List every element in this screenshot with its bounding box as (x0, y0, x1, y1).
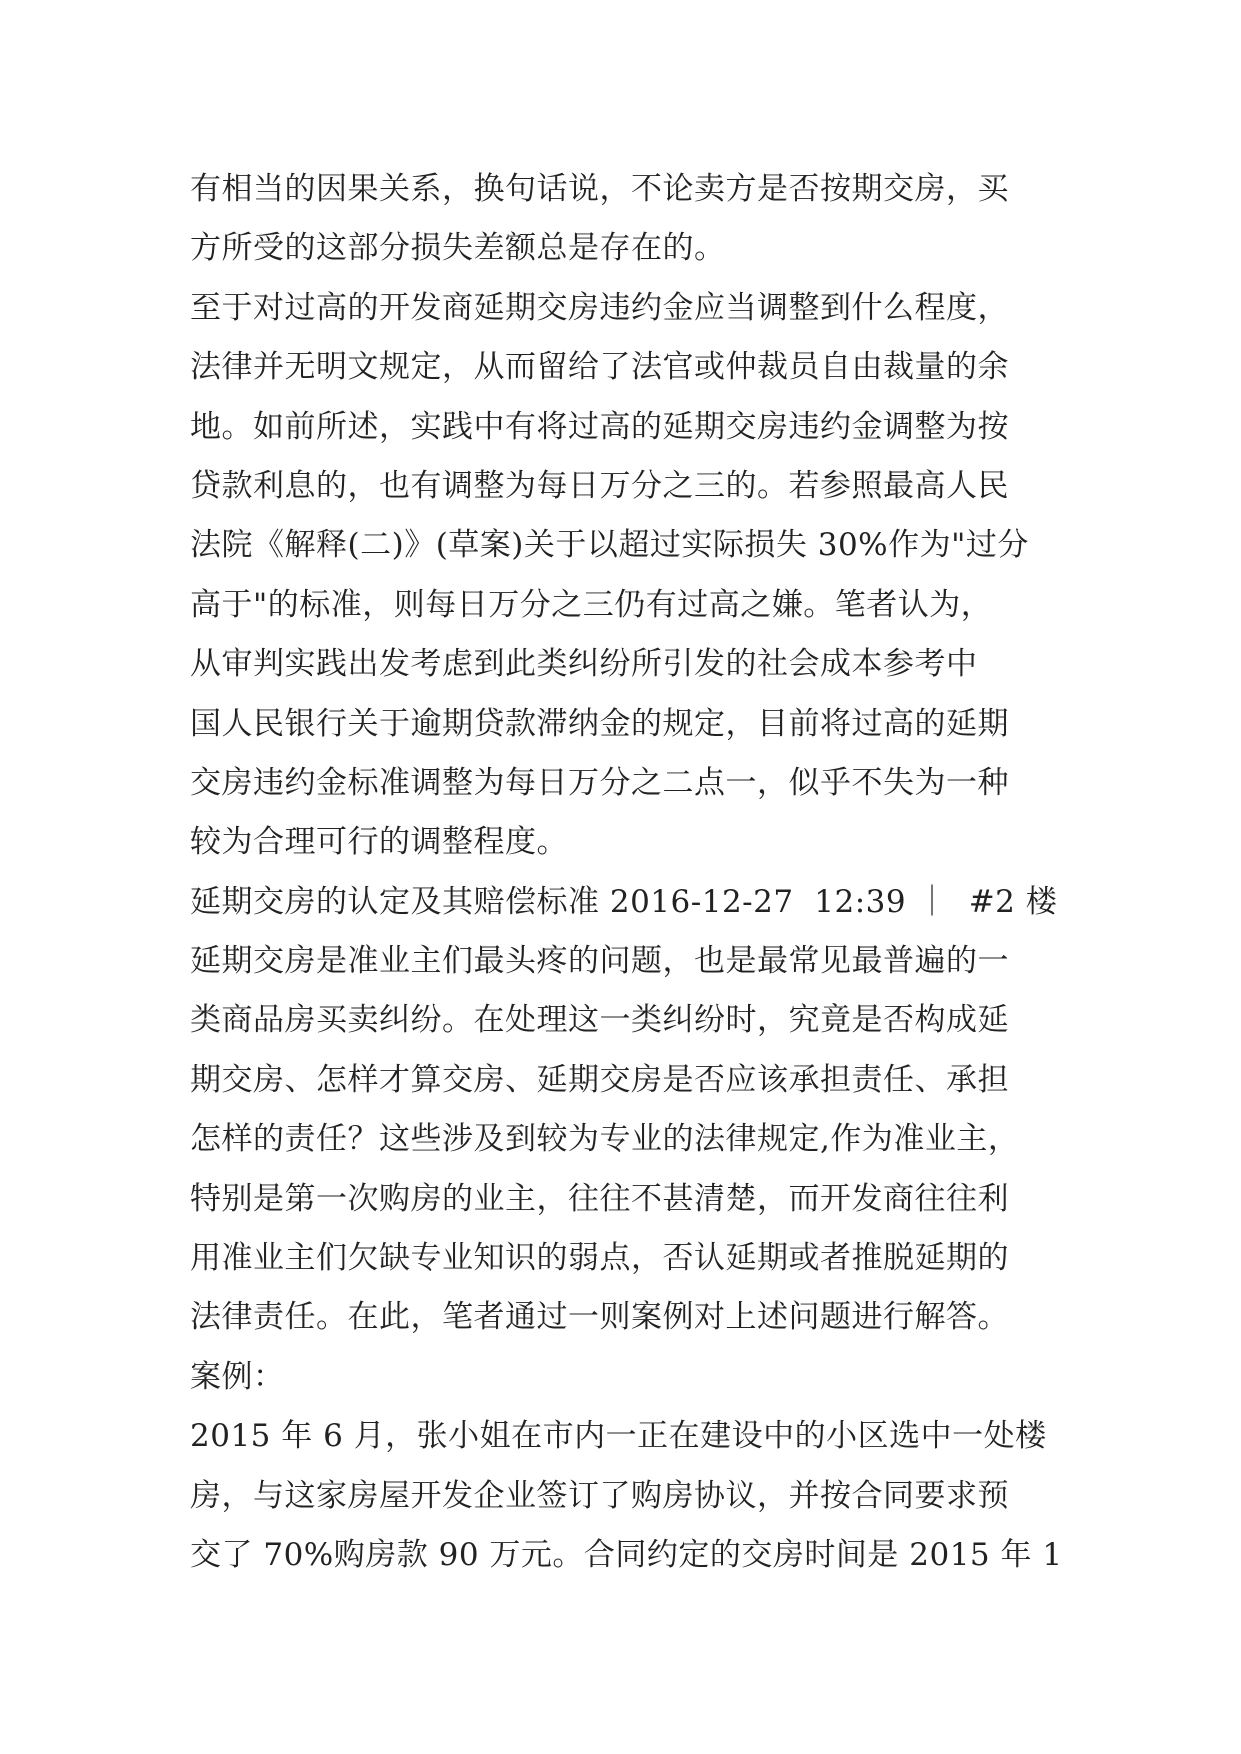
post-header-line: 延期交房的认定及其赔偿标准 2016-12-27 12:39 ｜ #2 楼 (190, 883, 1058, 920)
body-text (190, 160, 1090, 1585)
text-line: 法律并无明文规定，从而留给了法官或仲裁员自由裁量的余 (190, 349, 1009, 386)
text-line: 方所受的这部分损失差额总是存在的。 (190, 230, 726, 267)
text-line: 较为合理可行的调整程度。 (190, 824, 568, 861)
text-line: 有相当的因果关系，换句话说，不论卖方是否按期交房，买 (190, 171, 1009, 207)
text-line: 交了 70%购房款 90 万元。合同约定的交房时间是 2015 年 1 (190, 1536, 1063, 1573)
text-line: 类商品房买卖纠纷。在处理这一类纠纷时，究竟是否构成延 (190, 1002, 1009, 1039)
text-line: 国人民银行关于逾期贷款滞纳金的规定，目前将过高的延期 (190, 705, 1009, 742)
text-line: 2015 年 6 月，张小姐在市内一正在建设中的小区选中一处楼 (190, 1418, 1047, 1455)
text-line: 怎样的责任？这些涉及到较为专业的法律规定,作为准业主， (190, 1121, 1020, 1158)
text-line: 至于对过高的开发商延期交房违约金应当调整到什么程度， (190, 289, 1009, 326)
text-line: 房，与这家房屋开发企业签订了购房协议，并按合同要求预 (190, 1477, 1009, 1514)
text-line: 法院《解释(二)》(草案)关于以超过实际损失 30%作为"过分 (190, 527, 1029, 564)
case-label: 案例： (190, 1358, 285, 1395)
text-line: 交房违约金标准调整为每日万分之二点一，似乎不失为一种 (190, 764, 1009, 801)
text-line: 延期交房是准业主们最头疼的问题，也是最常见最普遍的一 (190, 943, 1009, 980)
text-line: 高于"的标准，则每日万分之三仍有过高之嫌。笔者认为， (190, 586, 993, 623)
text-line: 贷款利息的，也有调整为每日万分之三的。若参照最高人民 (190, 467, 1009, 504)
text-line: 期交房、怎样才算交房、延期交房是否应该承担责任、承担 (190, 1061, 1009, 1098)
text-line: 地。如前所述，实践中有将过高的延期交房违约金调整为按 (190, 408, 1009, 445)
text-line: 从审判实践出发考虑到此类纠纷所引发的社会成本参考中 (190, 646, 978, 683)
text-line: 特别是第一次购房的业主，往往不甚清楚，而开发商往往利 (190, 1180, 1009, 1217)
text-line: 用准业主们欠缺专业知识的弱点，否认延期或者推脱延期的 (190, 1240, 1009, 1277)
text-line: 法律责任。在此，笔者通过一则案例对上述问题进行解答。 (190, 1299, 1009, 1336)
